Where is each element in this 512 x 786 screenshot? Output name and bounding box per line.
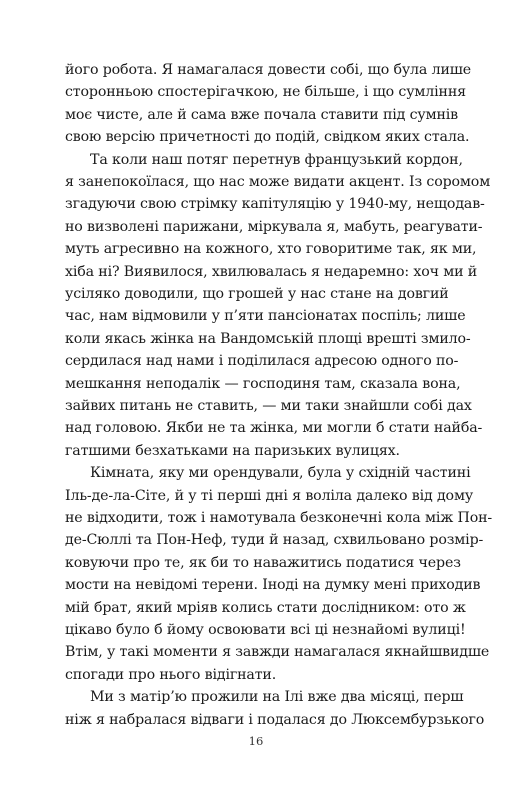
text-line: мій брат, який мріяв колись стати дослідником: ото ж (65, 599, 466, 616)
text-line: Іль-де-ла-Сіте, й у ті перші дні я воліла далеко від дому (65, 487, 474, 504)
text-line: сердилася над нами і поділилася адресою одного по- (65, 353, 459, 370)
text-line: хіба ні? Виявилося, хвилювалась я недаремно: хоч ми й (65, 263, 478, 280)
text-line: Ми з матір’ю прожили на Ілі вже два місяці, перш (90, 689, 464, 706)
text-line: де-Сюллі та Пон-Неф, туди й назад, схвильовано розмір- (65, 532, 484, 549)
text-line: мешкання неподалік — господиня там, сказала вона, (65, 375, 461, 392)
text-line: я занепокоїлася, що нас може видати акцент. Із соромом (65, 174, 491, 190)
text-line: згадуючи свою стрімку капітуляцію у 1940-му, нещодав- (65, 196, 485, 213)
text-line: ніж я набралася відваги і подалася до Люксембурзького (65, 711, 485, 728)
text-line: муть агресивно на кожного, хто говоритиме так, як ми, (65, 241, 477, 258)
text-line: спогади про нього відігнати. (65, 666, 277, 683)
text-line: сторонньою спостерігачкою, не більше, і що сумління (65, 84, 466, 101)
text-line: ковуючи про те, як би то наважитись податися через (65, 554, 461, 571)
text-line: усіляко доводили, що грошей у нас стане на довгий (65, 286, 449, 302)
text-line: зайвих питань не ставить, — ми таки знайшли собі дах (65, 398, 472, 414)
text-line: Кімната, яку ми орендували, була у східній частині (90, 465, 471, 482)
text-line: Та коли наш потяг перетнув французький кордон, (90, 151, 463, 168)
text-line: час, нам відмовили у п’яти пансіонатах поспіль; лише (65, 308, 466, 325)
text-line: Втім, у такі моменти я завжди намагалася якнайшвидше (65, 644, 490, 661)
text-line: мости на невідомі терени. Іноді на думку мені приходив (65, 577, 481, 594)
text-line: гатшими безхатьками на паризьких вулицях. (65, 442, 400, 459)
text-line: моє чисте, але й сама вже почала ставити під сумнів (65, 106, 459, 123)
text-line: над головою. Якби не та жінка, ми могли б стати найба- (65, 420, 483, 437)
text-line: цікаво було б йому освоювати всі ці незнайомі вулиці! (65, 622, 466, 638)
text-line: не відходити, тож і намотувала безконечні кола між Пон- (65, 510, 493, 526)
text-line: його робота. Я намагалася довести собі, що була лише (65, 62, 472, 78)
text-line: свою версію причетності до подій, свідком яких стала. (65, 129, 470, 146)
text-line: коли якась жінка на Вандомській площі врешті змило- (65, 330, 471, 347)
text-line: но визволені парижани, міркувала я, мабуть, реагувати- (65, 218, 483, 235)
page-number: 16 (248, 734, 264, 748)
